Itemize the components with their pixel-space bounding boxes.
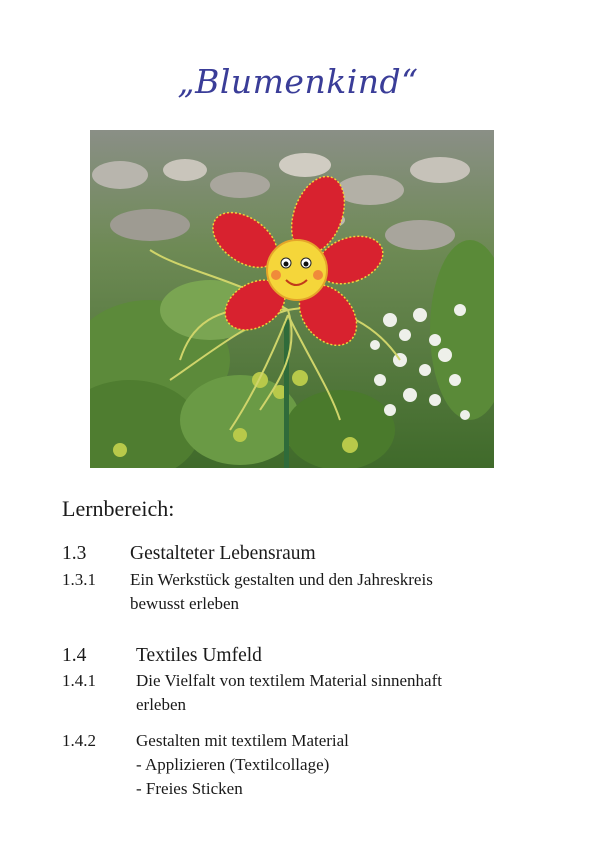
flower-photo bbox=[90, 130, 494, 468]
item-text: Gestalten mit textilem Material bbox=[136, 731, 349, 750]
item-number: 1.3 bbox=[62, 543, 87, 564]
page-title: „Blumenkind“ bbox=[177, 62, 419, 101]
bullet-text: - Freies Sticken bbox=[136, 779, 243, 798]
section-heading: Lernbereich: bbox=[62, 496, 175, 521]
item-number: 1.4.2 bbox=[62, 731, 96, 750]
item-text: bewusst erleben bbox=[130, 594, 240, 613]
item-number: 1.4 bbox=[62, 645, 87, 666]
item-text: erleben bbox=[136, 695, 187, 714]
item-text: Ein Werkstück gestalten und den Jahreskreis bbox=[130, 570, 433, 589]
item-text: Gestalteter Lebensraum bbox=[130, 543, 316, 564]
item-number: 1.4.1 bbox=[62, 671, 96, 690]
item-text: Die Vielfalt von textilem Material sinnenhaft bbox=[136, 671, 442, 690]
item-number: 1.3.1 bbox=[62, 570, 96, 589]
item-text: Textiles Umfeld bbox=[136, 645, 262, 666]
bullet-text: - Applizieren (Textilcollage) bbox=[136, 755, 330, 774]
